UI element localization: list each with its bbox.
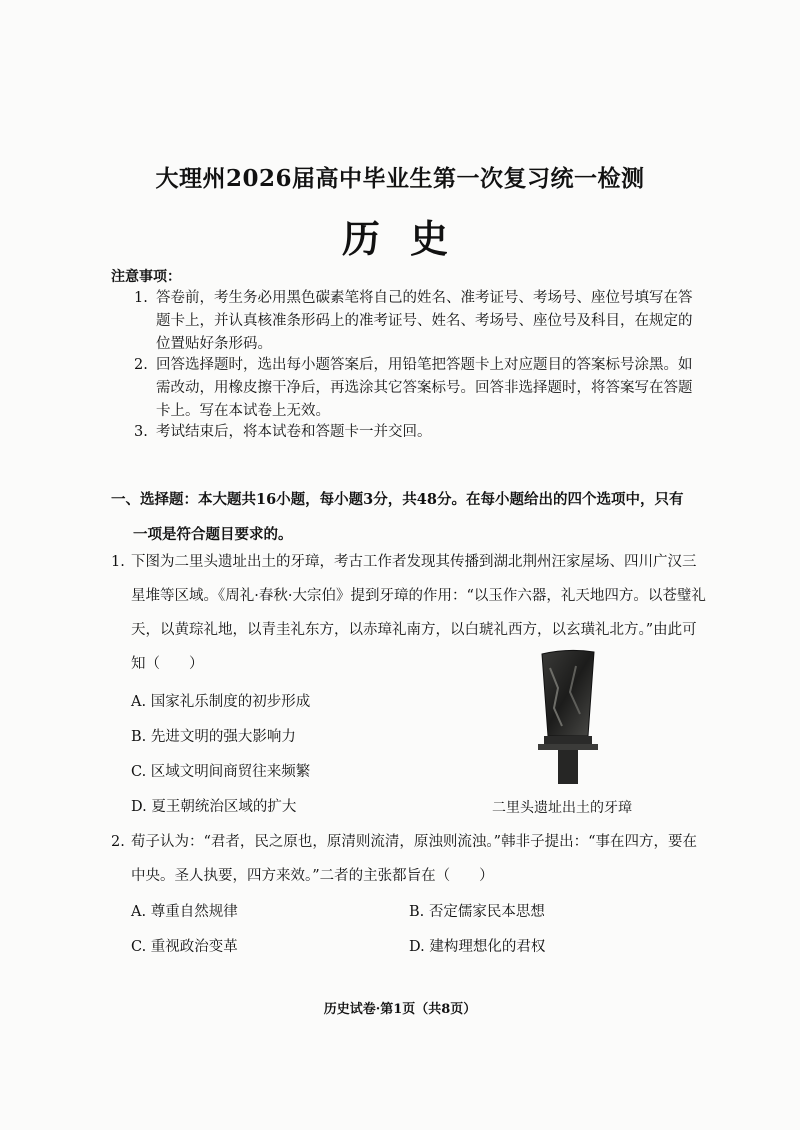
note-item-3 <box>134 421 704 444</box>
option-label: B. <box>131 729 147 745</box>
question-2-option-a <box>131 900 238 921</box>
note-item-2 <box>134 354 704 423</box>
option-label: A. <box>131 694 147 710</box>
option-text: 否定儒家民本思想 <box>428 904 545 920</box>
question-1-option-d <box>131 795 296 816</box>
question-2-option-c <box>131 935 238 956</box>
note-number: 1. <box>134 290 148 306</box>
note-number: 2. <box>134 357 148 373</box>
exam-title: 大理州2026届高中毕业生第一次复习统一检测 <box>155 165 645 192</box>
question-2-stem <box>111 825 706 893</box>
section-heading-line2: 一项是符合题目要求的。 <box>133 526 293 543</box>
option-label: C. <box>131 764 147 780</box>
question-text: 下图为二里头遗址出土的牙璋，考古工作者发现其传播到湖北荆州汪家屋场、四川广汉三星堆等区域。《周礼·春秋·大宗伯》提到牙璋的作用：“以玉作六器，礼天地四方。以苍璧礼天，以黄琮礼地，以青圭礼东方，以赤璋礼南方，以白琥礼西方，以玄璜礼北方。”由此可知（ ） <box>131 554 706 672</box>
section-heading-line1: 一、选择题：本大题共16小题，每小题3分，共48分。在每小题给出的四个选项中，只有 <box>111 491 684 508</box>
note-number: 3. <box>134 424 148 440</box>
question-1-stem <box>111 545 706 681</box>
option-text: 区域文明间商贸往来频繁 <box>150 764 311 780</box>
question-1-option-b <box>131 725 296 746</box>
note-item-1 <box>134 287 704 356</box>
note-text: 考试结束后，将本试卷和答题卡一并交回。 <box>156 424 432 440</box>
option-text: 夏王朝统治区域的扩大 <box>151 799 297 815</box>
option-label: D. <box>131 799 147 815</box>
option-label: D. <box>409 939 425 955</box>
option-text: 先进文明的强大影响力 <box>150 729 296 745</box>
question-number: 1. <box>111 554 125 570</box>
option-label: C. <box>131 939 147 955</box>
page-footer: 历史试卷·第1页（共8页） <box>323 1002 477 1017</box>
option-text: 国家礼乐制度的初步形成 <box>150 694 311 710</box>
option-text: 尊重自然规律 <box>150 904 238 920</box>
question-number: 2. <box>111 834 125 850</box>
question-1-option-c <box>131 760 310 781</box>
question-1-option-a <box>131 690 310 711</box>
notes-heading: 注意事项： <box>111 269 181 285</box>
question-2-option-b <box>409 900 545 921</box>
yazhang-artifact-image <box>536 648 600 788</box>
subject-title: 历史 <box>341 216 478 261</box>
figure-caption: 二里头遗址出土的牙璋 <box>492 800 632 816</box>
question-text: 荀子认为：“君者，民之原也，原清则流清，原浊则流浊。”韩非子提出：“事在四方，要在中央。圣人执要，四方来效。”二者的主张都旨在（ ） <box>131 834 697 884</box>
option-label: A. <box>131 904 147 920</box>
question-2-option-d <box>409 935 545 956</box>
note-text: 回答选择题时，选出每小题答案后，用铅笔把答题卡上对应题目的答案标号涂黑。如需改动，用橡皮擦干净后，再选涂其它答案标号。回答非选择题时，将答案写在答题卡上。写在本试卷上无效。 <box>156 357 693 419</box>
note-text: 答卷前，考生务必用黑色碳素笔将自己的姓名、准考证号、考场号、座位号填写在答题卡上，并认真核准条形码上的准考证号、姓名、考场号、座位号及科目，在规定的位置贴好条形码。 <box>156 290 693 352</box>
section-heading <box>111 482 711 552</box>
option-label: B. <box>409 904 425 920</box>
option-text: 建构理想化的君权 <box>429 939 546 955</box>
option-text: 重视政治变革 <box>150 939 238 955</box>
